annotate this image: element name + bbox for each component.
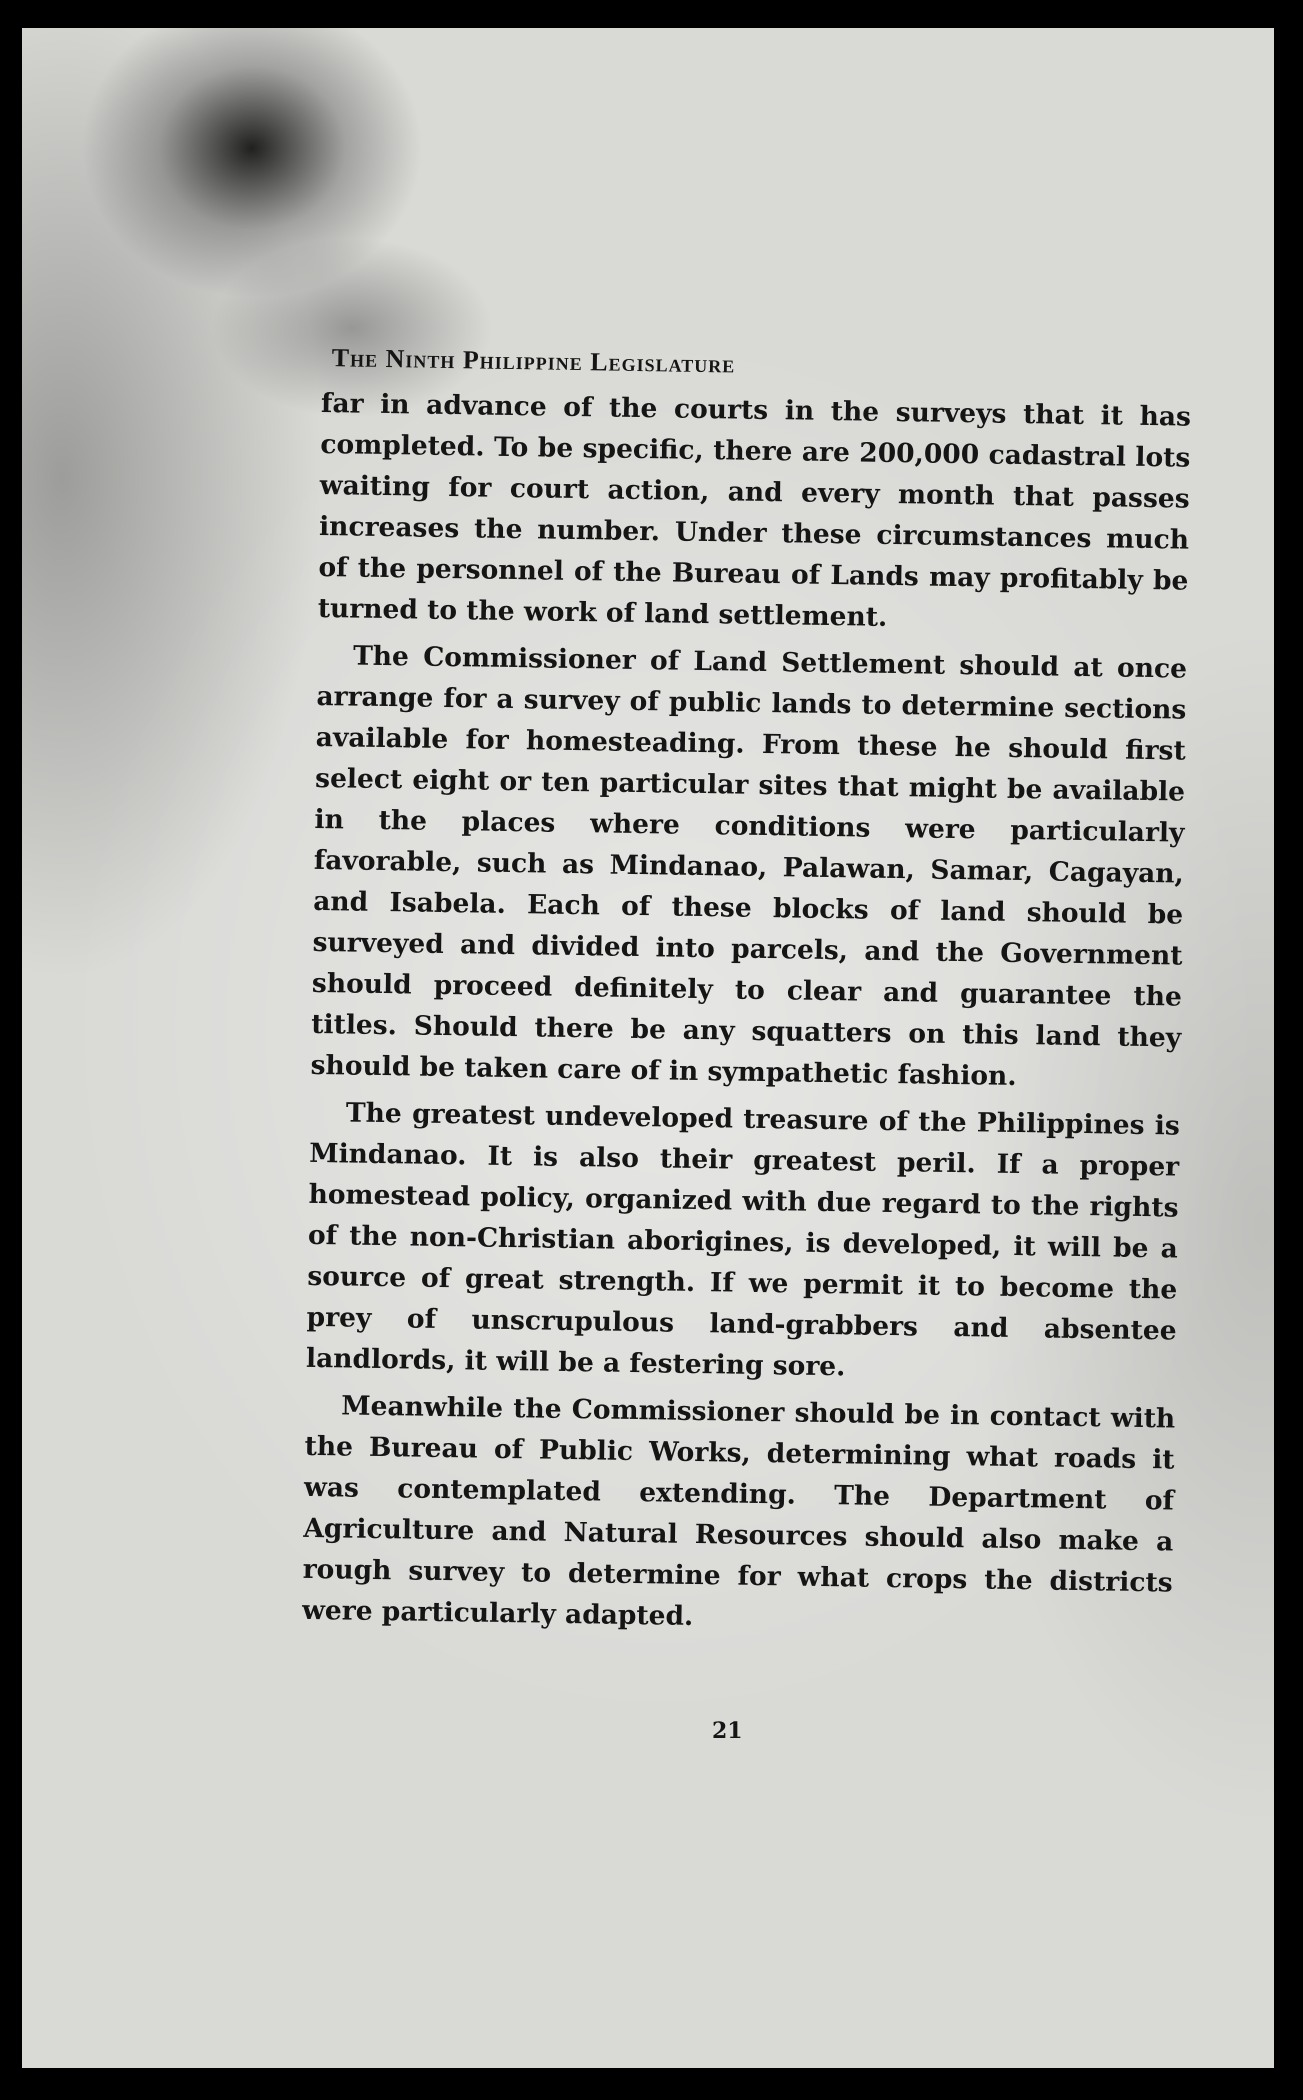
running-header: The Ninth Philippine Legislature: [331, 343, 736, 379]
page-number: 21: [712, 1718, 743, 1744]
book-page: [22, 28, 1274, 2068]
paragraph-2: The Commissioner of Land Settlement should at once arrange for a survey of public lands to determine sections available for homesteading. From these he should first select eight or ten particular sites that might be available in the places where conditions were particularly favorable, such as Mindanao, Palawan, Samar, Cagayan, and Isabela. Each of these blocks of land should be surveyed and divided into parcels, and the Government should proceed definitely to clear and guarantee the titles. Should there be any squatters on this land they should be taken care of in sympathetic fashion.: [310, 640, 1188, 1092]
paragraph-4: Meanwhile the Commissioner should be in contact with the Bureau of Public Works, determining what roads it was contemplated extending. The Department of Agriculture and Natural Resources should also make a rough survey to determine for what crops the districts were particularly adapted.: [301, 1390, 1176, 1632]
page-text-block: [302, 343, 1192, 1651]
paragraph-1: far in advance of the courts in the surveys that it has completed. To be specific, there are 200,000 cadastral lots waiting for court action, and every month that passes increases the number. Under these circumstances much of the personnel of the Bureau of Lands may profitably be turned to the work of land settlement.: [317, 387, 1192, 633]
paragraph-3: The greatest undeveloped treasure of the Philippines is Mindanao. It is also their greatest peril. If a proper homestead policy, organized with due regard to the rights of the non-Christian aborigines, is developed, it will be a source of great strength. If we permit it to become the prey of unscrupulous land-grabbers and absentee landlords, it will be a festering sore.: [305, 1097, 1181, 1383]
